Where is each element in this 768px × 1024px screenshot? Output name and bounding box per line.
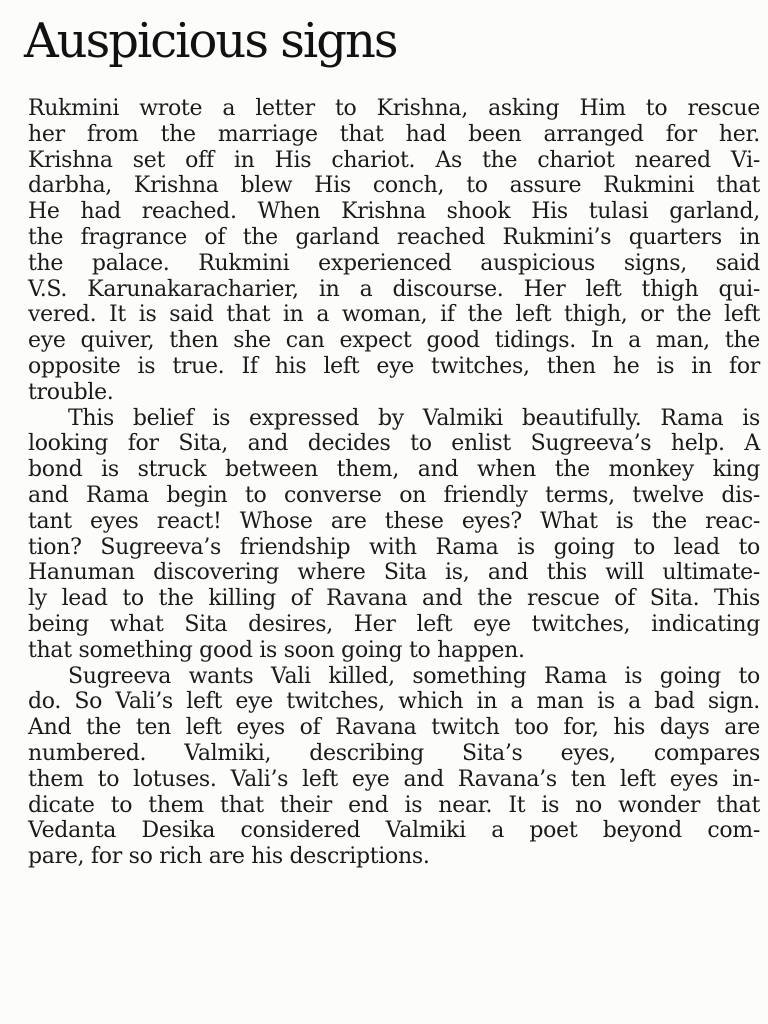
paragraph-2	[28, 406, 760, 664]
text-line: tion? Sugreeva’s friendship with Rama is going to lead to	[28, 534, 760, 560]
text-line: that something good is soon going to happen.	[28, 637, 525, 663]
text-line: the palace. Rukmini experienced auspicious signs, said	[28, 250, 760, 276]
text-line: trouble.	[28, 379, 114, 405]
paragraph-1	[28, 96, 760, 406]
text-line: He had reached. When Krishna shook His tulasi garland,	[28, 199, 760, 225]
text-line: eye quiver, then she can expect good tidings. In a man, the	[28, 328, 760, 354]
paragraph-3	[28, 664, 760, 870]
text-line: V.S. Karunakaracharier, in a discourse. Her left thigh qui-	[28, 276, 760, 302]
text-line: vered. It is said that in a woman, if the left thigh, or the left	[28, 302, 760, 328]
text-line: being what Sita desires, Her left eye twitches, indicating	[28, 611, 760, 637]
text-line: pare, for so rich are his descriptions.	[28, 844, 430, 870]
text-line: Vedanta Desika considered Valmiki a poet beyond com-	[28, 818, 760, 844]
text-line: numbered. Valmiki, describing Sita’s eyes, compares	[28, 740, 760, 766]
text-line: bond is struck between them, and when the monkey king	[28, 457, 760, 483]
text-line: tant eyes react! Whose are these eyes? What is the reac-	[28, 508, 760, 534]
text-line: them to lotuses. Vali’s left eye and Ravana’s ten left eyes in-	[28, 766, 760, 792]
text-line: Sugreeva wants Vali killed, something Rama is going to	[68, 663, 760, 689]
text-line: And the ten left eyes of Ravana twitch too for, his days are	[28, 715, 760, 741]
text-line: the fragrance of the garland reached Rukmini’s quarters in	[28, 224, 760, 250]
text-line: looking for Sita, and decides to enlist Sugreeva’s help. A	[28, 431, 760, 457]
text-line: dicate to them that their end is near. It is no wonder that	[28, 792, 760, 818]
text-line: Krishna set off in His chariot. As the chariot neared Vi-	[28, 147, 760, 173]
text-line: opposite is true. If his left eye twitches, then he is in for	[28, 353, 760, 379]
article-body	[28, 96, 760, 870]
text-line: This belief is expressed by Valmiki beautifully. Rama is	[68, 405, 760, 431]
text-line: her from the marriage that had been arranged for her.	[28, 121, 760, 147]
text-line: Rukmini wrote a letter to Krishna, asking Him to rescue	[28, 96, 760, 121]
text-line: ly lead to the killing of Ravana and the rescue of Sita. This	[28, 586, 760, 612]
headline: Auspicious signs	[24, 13, 397, 69]
text-line: Hanuman discovering where Sita is, and this will ultimate-	[28, 560, 760, 586]
text-line: and Rama begin to converse on friendly terms, twelve dis-	[28, 482, 760, 508]
text-line: darbha, Krishna blew His conch, to assure Rukmini that	[28, 173, 760, 199]
text-line: do. So Vali’s left eye twitches, which in a man is a bad sign.	[28, 689, 760, 715]
